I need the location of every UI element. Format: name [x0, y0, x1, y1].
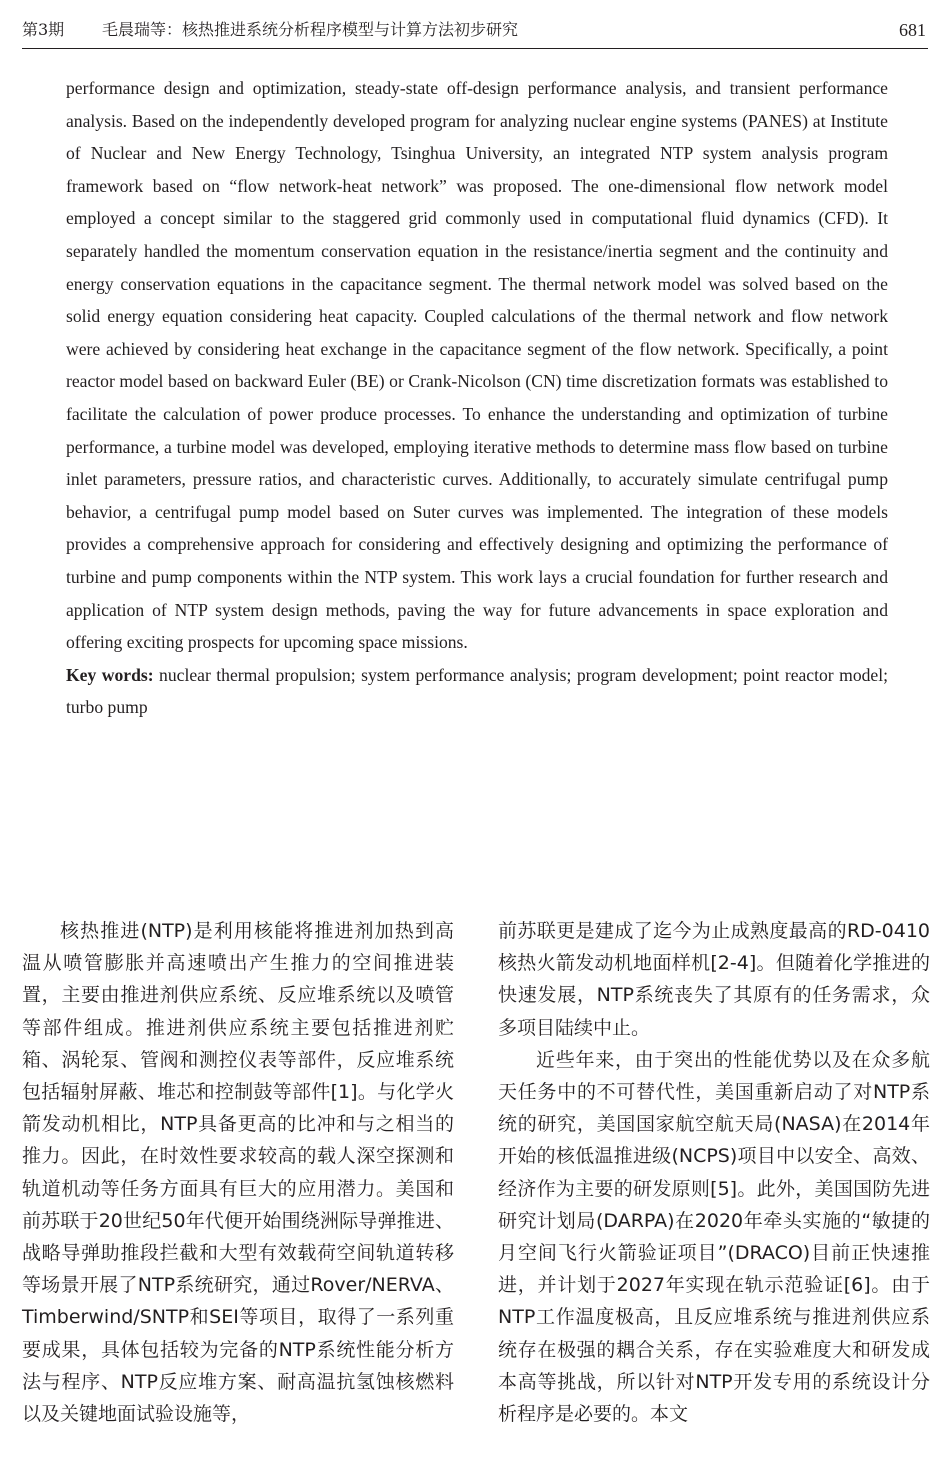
- page-header: [22, 12, 928, 49]
- keywords-label: Key words:: [66, 664, 154, 685]
- running-title: 毛晨瑞等：核热推进系统分析程序模型与计算方法初步研究: [102, 20, 519, 39]
- body-right-column: [498, 915, 930, 1430]
- body-left-column: [22, 915, 454, 1430]
- abstract-text: performance design and optimization, steady-state off-design performance analysis, and transient performance analysis. Based on the independently developed program for analyzing nuclear engine systems (PANES) at Institute of Nuclear and New Energy Technology, Tsinghua University, an integrated NTP system analysis program framework based on “flow network-heat network” was proposed. The one-dimensional flow network model employed a concept similar to the staggered grid commonly used in computational fluid dynamics (CFD). It separately handled the momentum conservation equation in the resistance/inertia segment and the continuity and energy conservation equations in the capacitance segment. The thermal network model was solved based on the solid energy equation considering heat capacity. Coupled calculations of the thermal network and flow network were achieved by considering heat exchange in the capacitance segment of the flow network. Specifically, a point reactor model based on backward Euler (BE) or Crank-Nicolson (CN) time discretization formats was established to facilitate the calculation of power produce processes. To enhance the understanding and optimization of turbine performance, a turbine model was developed, employing iterative methods to determine mass flow based on turbine inlet parameters, pressure ratios, and characteristic curves. Additionally, to accurately simulate centrifugal pump behavior, a centrifugal pump model based on Suter curves was implemented. The integration of these models provides a comprehensive approach for considering and effectively designing and optimizing the performance of turbine and pump components within the NTP system. This work lays a crucial foundation for further research and application of NTP system design methods, paving the way for future advancements in space exploration and offering exciting prospects for upcoming space missions.: [66, 78, 888, 653]
- body-paragraph: 前苏联更是建成了迄今为止成熟度最高的RD-0410核热火箭发动机地面样机[2-4]。但随着化学推进的快速发展，NTP系统丧失了其原有的任务需求，众多项目陆续中止。: [498, 920, 930, 1039]
- issue-number: 第3期: [22, 20, 65, 39]
- page-number: 681: [899, 20, 926, 40]
- english-abstract: [66, 72, 888, 724]
- body-paragraph: 核热推进(NTP)是利用核能将推进剂加热到高温从喷管膨胀并高速喷出产生推力的空间推进装置，主要由推进剂供应系统、反应堆系统以及喷管等部件组成。推进剂供应系统主要包括推进剂贮箱、涡轮泵、管阀和测控仪表等部件，反应堆系统包括辐射屏蔽、堆芯和控制鼓等部件[1]。与化学火箭发动机相比，NTP具备更高的比冲和与之相当的推力。因此，在时效性要求较高的载人深空探测和轨道机动等任务方面具有巨大的应用潜力。美国和前苏联于20世纪50年代便开始围绕洲际导弹推进、战略导弹助推段拦截和大型有效载荷空间轨道转移等场景开展了NTP系统研究，通过Rover/NERVA、Timberwind/SNTP和SEI等项目，取得了一系列重要成果，具体包括较为完备的NTP系统性能分析方法与程序、NTP反应堆方案、耐高温抗氢蚀核燃料以及关键地面试验设施等，: [22, 920, 454, 1426]
- keywords: [66, 659, 888, 724]
- keywords-text: nuclear thermal propulsion; system performance analysis; program development; point reactor model; turbo pump: [66, 664, 888, 718]
- body-paragraph: 近些年来，由于突出的性能优势以及在众多航天任务中的不可替代性，美国重新启动了对NTP系统的研究，美国国家航空航天局(NASA)在2014年开始的核低温推进级(NCPS)项目中以安全、高效、经济作为主要的研发原则[5]。此外，美国国防先进研究计划局(DARPA)在2020年牵头实施的“敏捷的月空间飞行火箭验证项目”(DRACO)目前正快速推进，并计划于2027年实现在轨示范验证[6]。由于NTP工作温度极高，且反应堆系统与推进剂供应系统存在极强的耦合关系，存在实验难度大和研发成本高等挑战，所以针对NTP开发专用的系统设计分析程序是必要的。本文: [498, 1048, 930, 1426]
